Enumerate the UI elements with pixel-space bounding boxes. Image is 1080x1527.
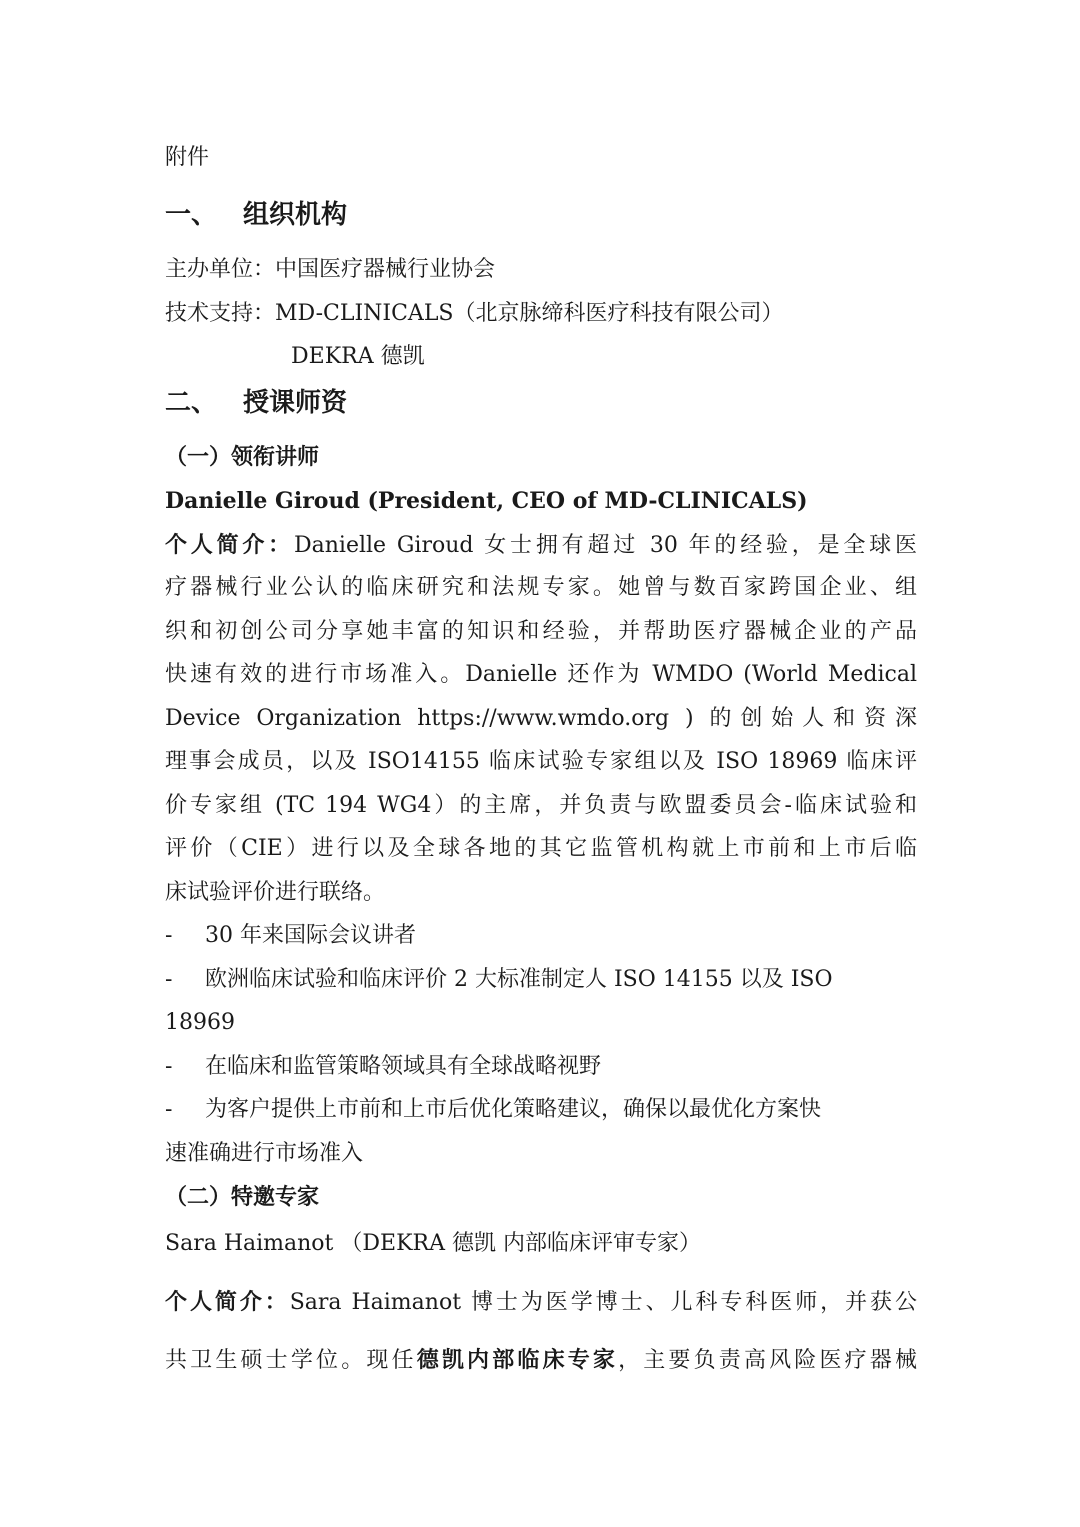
section-2-number: 二、: [165, 388, 218, 418]
support-line: [165, 299, 784, 329]
attachment-label: 附件: [165, 145, 210, 170]
bullet-text: 30 年来国际会议讲者: [205, 923, 416, 948]
bullet-item: [165, 965, 833, 995]
bio-line-7: 价专家组 (TC 194 WG4）的主席，并负责与欧盟委员会-临床试验和: [165, 793, 917, 818]
bullet-item: [165, 921, 416, 951]
bio-line-3: 织和初创公司分享她丰富的知识和经验，并帮助医疗器械企业的产品: [165, 619, 917, 644]
bio-line-2: 疗器械行业公认的临床研究和法规专家。她曾与数百家跨国企业、组: [165, 575, 917, 600]
bio-line-5: Device Organization https://www.wmdo.org ) 的创始人和资深: [165, 706, 917, 731]
bullet-text: 在临床和监管策略领域具有全球战略视野: [205, 1054, 602, 1079]
section-2-heading: [165, 388, 347, 418]
subsection-1-heading: （一）领衔讲师: [165, 444, 320, 470]
support-value-2: DEKRA 德凯: [291, 344, 425, 369]
section-2-title: 授课师资: [243, 388, 348, 418]
bullet-text: 为客户提供上市前和上市后优化策略建议，确保以最优化方案快: [205, 1097, 822, 1122]
section-1-title: 组织机构: [243, 200, 348, 230]
bio-line-1: [165, 530, 917, 561]
bio-line-9: 床试验评价进行联络。: [165, 880, 386, 905]
subsection-2-heading: （二）特邀专家: [165, 1184, 320, 1210]
bio-line-4: 快速有效的进行市场准入。Danielle 还作为 WMDO (World Medical: [165, 662, 917, 687]
section-1-heading: [165, 200, 347, 230]
bullet-continuation: 18969: [165, 1010, 235, 1035]
bullet-dash: -: [165, 923, 173, 948]
expert-bio-text: Sara Haimanot 博士为医学博士、儿科专科医师，并获公: [289, 1290, 917, 1315]
bio-label: 个人简介：: [165, 532, 294, 558]
bullet-continuation: 速准确进行市场准入: [165, 1141, 364, 1166]
expert-bio-highlight: 德凯内部临床专家: [416, 1347, 619, 1373]
host-label: 主办单位：: [165, 257, 276, 282]
section-1-number: 一、: [165, 200, 218, 230]
bullet-dash: -: [165, 1097, 173, 1122]
support-label: 技术支持：: [165, 301, 276, 326]
expert-bio-line-1: [165, 1287, 917, 1318]
expert-bio-line-2: [165, 1345, 917, 1376]
bullet-dash: -: [165, 1054, 173, 1079]
host-line: [165, 255, 495, 285]
lecturer-name: Danielle Giroud (President, CEO of MD-CLINICALS): [165, 488, 808, 514]
bullet-item: [165, 1095, 821, 1125]
bullet-item: [165, 1052, 601, 1082]
host-value: 中国医疗器械行业协会: [275, 257, 496, 282]
expert-name: Sara Haimanot （DEKRA 德凯 内部临床评审专家）: [165, 1231, 701, 1256]
expert-bio-text: 共卫生硕士学位。现任: [165, 1348, 417, 1373]
bullet-text: 欧洲临床试验和临床评价 2 大标准制定人 ISO 14155 以及 ISO: [205, 967, 833, 992]
expert-bio-text: ，主要负责高风险医疗器械: [618, 1348, 917, 1373]
bullet-dash: -: [165, 967, 173, 992]
expert-bio-label: 个人简介：: [165, 1289, 290, 1315]
support-value-1: MD-CLINICALS（北京脉缔科医疗科技有限公司）: [275, 301, 784, 326]
bio-line-6: 理事会成员，以及 ISO14155 临床试验专家组以及 ISO 18969 临床评: [165, 749, 917, 774]
bio-line-8: 评价（CIE）进行以及全球各地的其它监管机构就上市前和上市后临: [165, 836, 917, 861]
bio-text: Danielle Giroud 女士拥有超过 30 年的经验，是全球医: [293, 533, 917, 558]
